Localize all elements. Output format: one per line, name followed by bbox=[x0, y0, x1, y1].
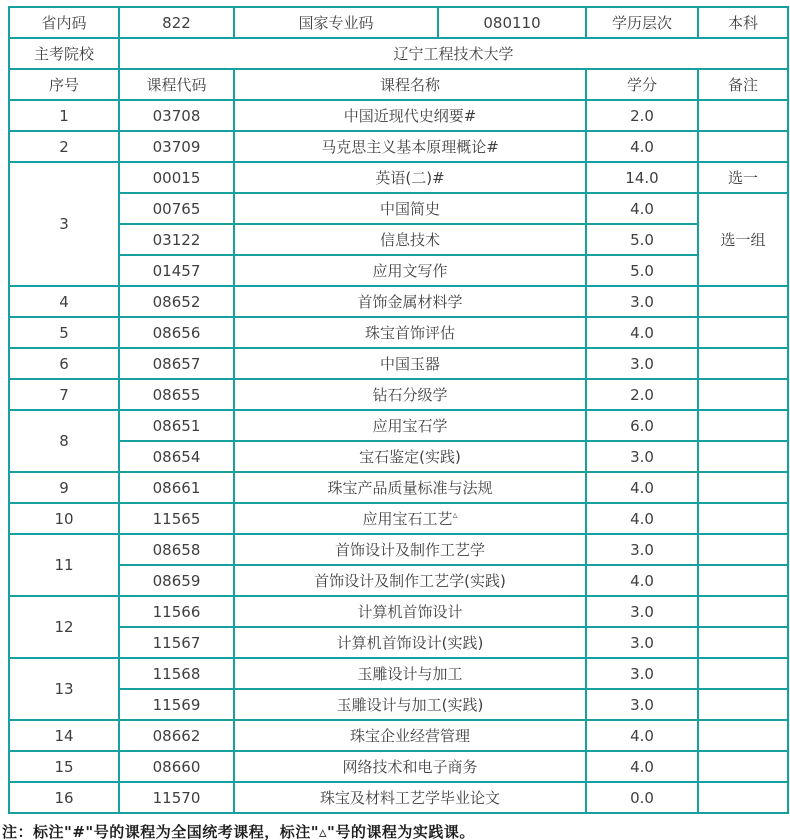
course-code-cell: 08662 bbox=[119, 720, 234, 751]
table-row bbox=[9, 193, 788, 224]
header-seq: 序号 bbox=[9, 69, 119, 100]
host-university-value: 辽宁工程技术大学 bbox=[119, 38, 788, 69]
table-row bbox=[9, 534, 788, 565]
course-code-cell: 08657 bbox=[119, 348, 234, 379]
header-course-code: 课程代码 bbox=[119, 69, 234, 100]
seq-cell: 5 bbox=[9, 317, 119, 348]
header-credit: 学分 bbox=[586, 69, 698, 100]
course-name-cell: 钻石分级学 bbox=[234, 379, 586, 410]
course-code-cell: 08654 bbox=[119, 441, 234, 472]
credit-cell: 4.0 bbox=[586, 720, 698, 751]
seq-cell: 7 bbox=[9, 379, 119, 410]
course-code-cell: 08656 bbox=[119, 317, 234, 348]
national-major-code-label: 国家专业码 bbox=[234, 7, 438, 38]
credit-cell: 4.0 bbox=[586, 472, 698, 503]
credit-cell: 3.0 bbox=[586, 534, 698, 565]
credit-cell: 14.0 bbox=[586, 162, 698, 193]
course-name-cell: 计算机首饰设计(实践) bbox=[234, 627, 586, 658]
course-name-cell: 马克思主义基本原理概论# bbox=[234, 131, 586, 162]
table-row bbox=[9, 751, 788, 782]
note-cell bbox=[698, 100, 788, 131]
seq-cell: 16 bbox=[9, 782, 119, 813]
table-row bbox=[9, 317, 788, 348]
course-code-cell: 08658 bbox=[119, 534, 234, 565]
table-row bbox=[9, 503, 788, 534]
course-code-cell: 08655 bbox=[119, 379, 234, 410]
footnote: 注：标注"#"号的课程为全国统考课程，标注"▵"号的课程为实践课。 bbox=[2, 823, 475, 840]
course-code-cell: 08652 bbox=[119, 286, 234, 317]
course-code-cell: 08651 bbox=[119, 410, 234, 441]
seq-cell: 8 bbox=[9, 410, 119, 472]
table-row bbox=[9, 348, 788, 379]
course-name-cell: 玉雕设计与加工 bbox=[234, 658, 586, 689]
table-row bbox=[9, 224, 788, 255]
seq-cell: 4 bbox=[9, 286, 119, 317]
table-row bbox=[9, 100, 788, 131]
seq-cell: 2 bbox=[9, 131, 119, 162]
note-cell bbox=[698, 410, 788, 441]
education-level-label: 学历层次 bbox=[586, 7, 698, 38]
seq-cell: 11 bbox=[9, 534, 119, 596]
table-row bbox=[9, 410, 788, 441]
note-cell: 选一 bbox=[698, 162, 788, 193]
note-cell bbox=[698, 782, 788, 813]
course-name-cell: 首饰金属材料学 bbox=[234, 286, 586, 317]
note-cell bbox=[698, 689, 788, 720]
credit-cell: 4.0 bbox=[586, 193, 698, 224]
credit-cell: 3.0 bbox=[586, 596, 698, 627]
host-university-label: 主考院校 bbox=[9, 38, 119, 69]
seq-cell: 10 bbox=[9, 503, 119, 534]
course-code-cell: 11566 bbox=[119, 596, 234, 627]
course-name-cell: 信息技术 bbox=[234, 224, 586, 255]
education-level-value: 本科 bbox=[698, 7, 788, 38]
course-name-cell: 宝石鉴定(实践) bbox=[234, 441, 586, 472]
course-code-cell: 11570 bbox=[119, 782, 234, 813]
course-code-cell: 03708 bbox=[119, 100, 234, 131]
credit-cell: 0.0 bbox=[586, 782, 698, 813]
course-name-cell: 玉雕设计与加工(实践) bbox=[234, 689, 586, 720]
course-code-cell: 01457 bbox=[119, 255, 234, 286]
course-code-cell: 03709 bbox=[119, 131, 234, 162]
note-cell bbox=[698, 472, 788, 503]
table-row bbox=[9, 720, 788, 751]
seq-cell: 12 bbox=[9, 596, 119, 658]
course-name-cell: 珠宝企业经营管理 bbox=[234, 720, 586, 751]
course-name-cell: 应用宝石工艺▵ bbox=[234, 503, 586, 534]
table-row bbox=[9, 69, 788, 100]
course-name-cell: 珠宝产品质量标准与法规 bbox=[234, 472, 586, 503]
course-code-cell: 11569 bbox=[119, 689, 234, 720]
course-code-cell: 00015 bbox=[119, 162, 234, 193]
note-cell bbox=[698, 503, 788, 534]
course-name-cell: 应用宝石学 bbox=[234, 410, 586, 441]
table-row bbox=[9, 379, 788, 410]
course-name-cell: 珠宝首饰评估 bbox=[234, 317, 586, 348]
table-row bbox=[9, 286, 788, 317]
course-code-cell: 08661 bbox=[119, 472, 234, 503]
course-code-cell: 11567 bbox=[119, 627, 234, 658]
course-name-cell: 首饰设计及制作工艺学(实践) bbox=[234, 565, 586, 596]
credit-cell: 4.0 bbox=[586, 565, 698, 596]
credit-cell: 6.0 bbox=[586, 410, 698, 441]
note-cell bbox=[698, 286, 788, 317]
credit-cell: 4.0 bbox=[586, 503, 698, 534]
seq-cell: 13 bbox=[9, 658, 119, 720]
course-code-cell: 03122 bbox=[119, 224, 234, 255]
seq-cell: 9 bbox=[9, 472, 119, 503]
table-row bbox=[9, 472, 788, 503]
credit-cell: 3.0 bbox=[586, 627, 698, 658]
credit-cell: 5.0 bbox=[586, 224, 698, 255]
course-code-cell: 08660 bbox=[119, 751, 234, 782]
table-row bbox=[9, 7, 788, 38]
header-course-name: 课程名称 bbox=[234, 69, 586, 100]
credit-cell: 2.0 bbox=[586, 379, 698, 410]
note-cell bbox=[698, 751, 788, 782]
course-name-cell: 珠宝及材料工艺学毕业论文 bbox=[234, 782, 586, 813]
credit-cell: 4.0 bbox=[586, 317, 698, 348]
course-name-cell: 应用文写作 bbox=[234, 255, 586, 286]
course-name-cell: 英语(二)# bbox=[234, 162, 586, 193]
seq-cell: 1 bbox=[9, 100, 119, 131]
national-major-code-value: 080110 bbox=[438, 7, 586, 38]
note-cell bbox=[698, 658, 788, 689]
credit-cell: 3.0 bbox=[586, 286, 698, 317]
course-name-cell: 首饰设计及制作工艺学 bbox=[234, 534, 586, 565]
course-code-cell: 11568 bbox=[119, 658, 234, 689]
table-row bbox=[9, 627, 788, 658]
credit-cell: 4.0 bbox=[586, 131, 698, 162]
note-cell bbox=[698, 317, 788, 348]
credit-cell: 2.0 bbox=[586, 100, 698, 131]
table-row bbox=[9, 565, 788, 596]
table-row bbox=[9, 596, 788, 627]
note-cell bbox=[698, 379, 788, 410]
course-code-cell: 11565 bbox=[119, 503, 234, 534]
note-cell bbox=[698, 720, 788, 751]
credit-cell: 3.0 bbox=[586, 689, 698, 720]
seq-cell: 3 bbox=[9, 162, 119, 286]
credit-cell: 3.0 bbox=[586, 658, 698, 689]
note-cell bbox=[698, 596, 788, 627]
table-row bbox=[9, 255, 788, 286]
note-cell bbox=[698, 565, 788, 596]
course-code-cell: 08659 bbox=[119, 565, 234, 596]
course-name-cell: 中国近现代史纲要# bbox=[234, 100, 586, 131]
table-row bbox=[9, 782, 788, 813]
course-code-cell: 00765 bbox=[119, 193, 234, 224]
practice-mark: ▵ bbox=[452, 510, 458, 521]
course-plan-table bbox=[8, 6, 789, 814]
seq-cell: 14 bbox=[9, 720, 119, 751]
province-code-label: 省内码 bbox=[9, 7, 119, 38]
course-name-cell: 计算机首饰设计 bbox=[234, 596, 586, 627]
table-row bbox=[9, 162, 788, 193]
table-row bbox=[9, 441, 788, 472]
credit-cell: 3.0 bbox=[586, 441, 698, 472]
note-cell bbox=[698, 131, 788, 162]
note-cell bbox=[698, 627, 788, 658]
course-name-cell: 中国简史 bbox=[234, 193, 586, 224]
note-cell bbox=[698, 348, 788, 379]
credit-cell: 3.0 bbox=[586, 348, 698, 379]
seq-cell: 15 bbox=[9, 751, 119, 782]
table-row bbox=[9, 689, 788, 720]
note-cell bbox=[698, 534, 788, 565]
seq-cell: 6 bbox=[9, 348, 119, 379]
credit-cell: 5.0 bbox=[586, 255, 698, 286]
note-cell bbox=[698, 441, 788, 472]
table-row bbox=[9, 131, 788, 162]
header-note: 备注 bbox=[698, 69, 788, 100]
province-code-value: 822 bbox=[119, 7, 234, 38]
note-cell: 选一组 bbox=[698, 193, 788, 286]
course-name-cell: 中国玉器 bbox=[234, 348, 586, 379]
credit-cell: 4.0 bbox=[586, 751, 698, 782]
course-name-cell: 网络技术和电子商务 bbox=[234, 751, 586, 782]
table-row bbox=[9, 38, 788, 69]
table-row bbox=[9, 658, 788, 689]
